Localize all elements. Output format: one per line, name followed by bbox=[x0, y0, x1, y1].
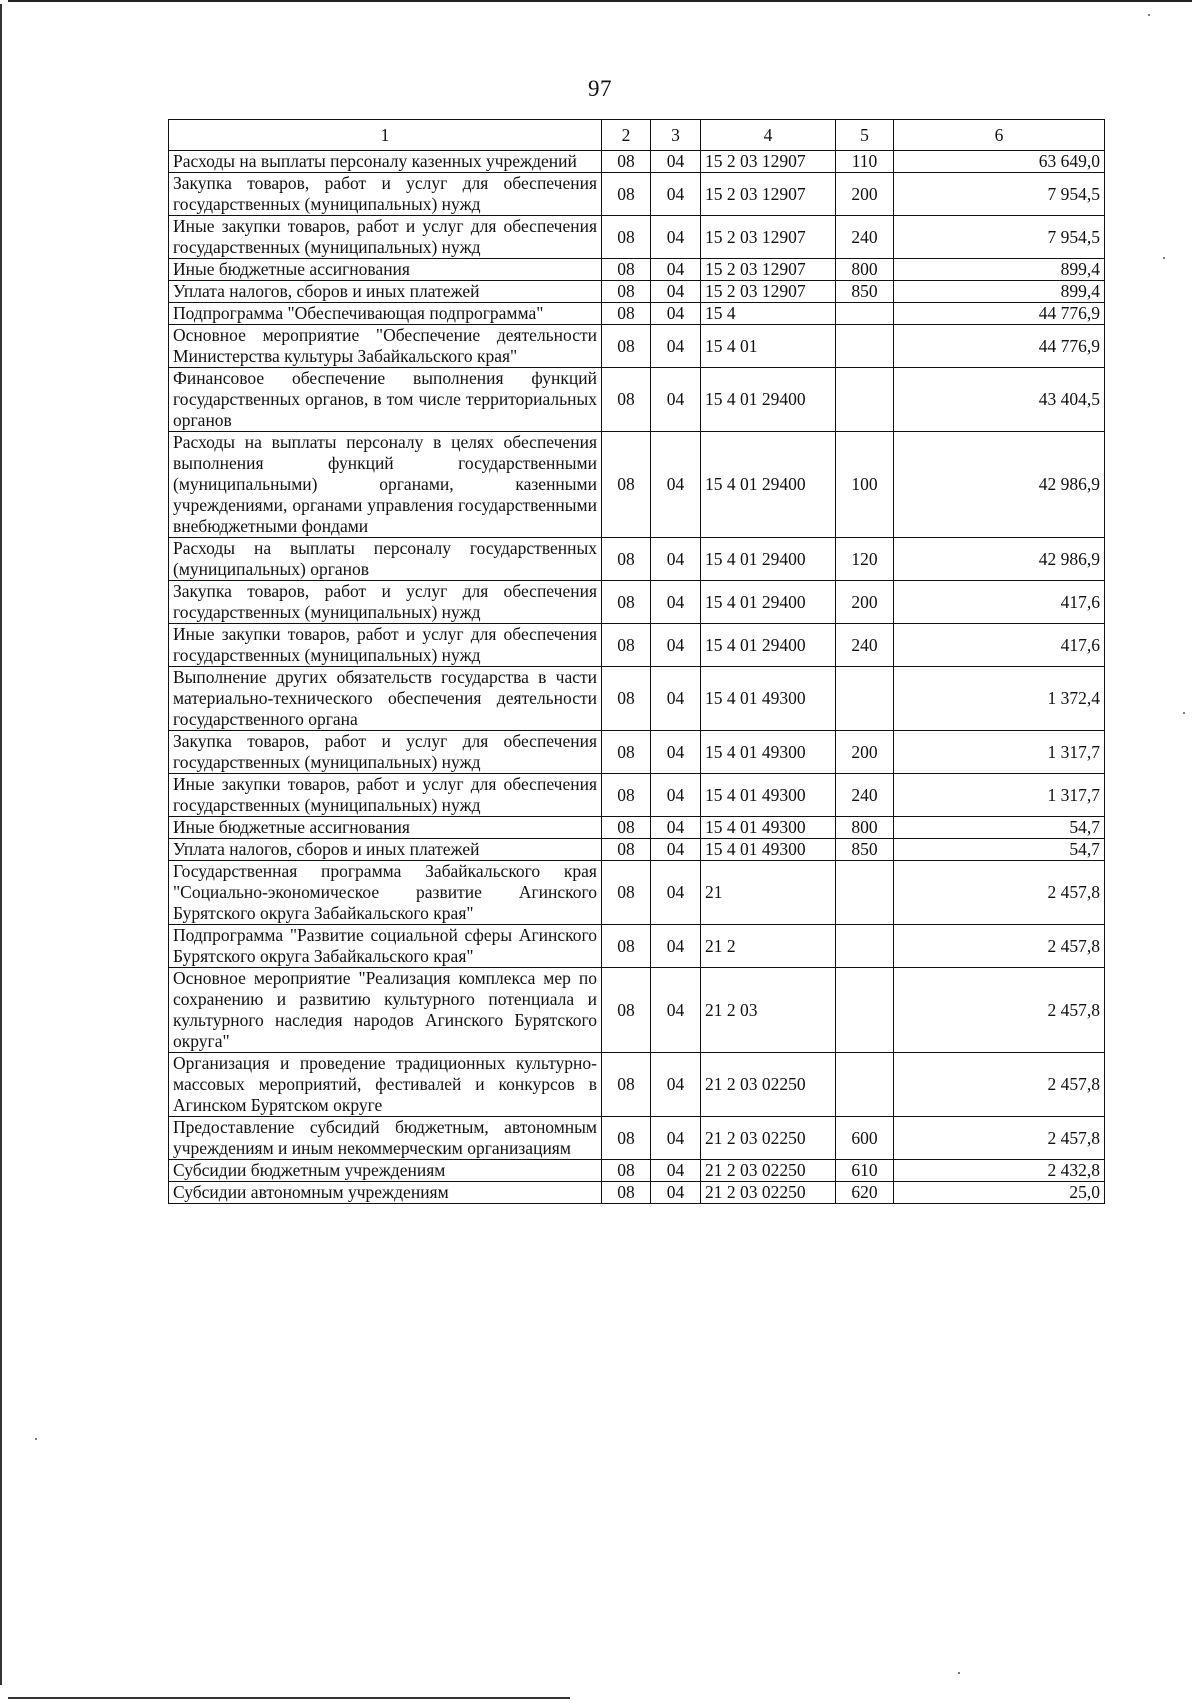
table-header-row bbox=[169, 120, 1105, 151]
row-target-article: 15 4 01 49300 bbox=[701, 774, 836, 817]
row-name: Выполнение других обязательств государства в части материально-технического обеспечения деятельности государственного органа bbox=[169, 667, 602, 731]
row-expense-type bbox=[836, 667, 894, 731]
scan-speck bbox=[1163, 257, 1165, 259]
table-row bbox=[169, 1160, 1105, 1182]
row-target-article: 21 2 03 bbox=[701, 968, 836, 1053]
row-subsection: 04 bbox=[651, 538, 701, 581]
row-expense-type: 120 bbox=[836, 538, 894, 581]
row-target-article: 15 4 01 49300 bbox=[701, 731, 836, 774]
row-amount: 1 372,4 bbox=[894, 667, 1105, 731]
scan-border-bottom bbox=[8, 1697, 570, 1699]
table-row bbox=[169, 368, 1105, 432]
row-subsection: 04 bbox=[651, 259, 701, 281]
table-row bbox=[169, 538, 1105, 581]
row-expense-type bbox=[836, 968, 894, 1053]
row-subsection: 04 bbox=[651, 281, 701, 303]
row-subsection: 04 bbox=[651, 839, 701, 861]
row-name: Предоставление субсидий бюджетным, автономным учреждениям и иным некоммерческим организациям bbox=[169, 1117, 602, 1160]
col-header-3: 3 bbox=[651, 120, 701, 151]
row-amount: 1 317,7 bbox=[894, 731, 1105, 774]
row-expense-type: 600 bbox=[836, 1117, 894, 1160]
row-section: 08 bbox=[602, 281, 651, 303]
row-section: 08 bbox=[602, 216, 651, 259]
row-name: Уплата налогов, сборов и иных платежей bbox=[169, 281, 602, 303]
row-expense-type: 240 bbox=[836, 774, 894, 817]
row-section: 08 bbox=[602, 325, 651, 368]
row-section: 08 bbox=[602, 817, 651, 839]
row-name: Расходы на выплаты персоналу государственных (муниципальных) органов bbox=[169, 538, 602, 581]
scan-speck bbox=[1148, 14, 1150, 16]
row-amount: 2 457,8 bbox=[894, 968, 1105, 1053]
row-name: Иные бюджетные ассигнования bbox=[169, 259, 602, 281]
row-name: Закупка товаров, работ и услуг для обеспечения государственных (муниципальных) нужд bbox=[169, 731, 602, 774]
table-row bbox=[169, 624, 1105, 667]
row-subsection: 04 bbox=[651, 861, 701, 925]
table-row bbox=[169, 216, 1105, 259]
row-name: Подпрограмма "Обеспечивающая подпрограмма" bbox=[169, 303, 602, 325]
row-section: 08 bbox=[602, 259, 651, 281]
table-row bbox=[169, 1117, 1105, 1160]
row-target-article: 15 4 01 49300 bbox=[701, 667, 836, 731]
row-section: 08 bbox=[602, 774, 651, 817]
row-subsection: 04 bbox=[651, 368, 701, 432]
row-subsection: 04 bbox=[651, 432, 701, 538]
table-row bbox=[169, 173, 1105, 216]
row-name: Подпрограмма "Развитие социальной сферы Агинского Бурятского округа Забайкальского края" bbox=[169, 925, 602, 968]
table-row bbox=[169, 259, 1105, 281]
row-subsection: 04 bbox=[651, 667, 701, 731]
row-section: 08 bbox=[602, 1053, 651, 1117]
row-expense-type: 850 bbox=[836, 839, 894, 861]
row-name: Иные закупки товаров, работ и услуг для обеспечения государственных (муниципальных) нужд bbox=[169, 624, 602, 667]
row-expense-type: 240 bbox=[836, 624, 894, 667]
row-name: Расходы на выплаты персоналу казенных учреждений bbox=[169, 151, 602, 173]
row-target-article: 15 2 03 12907 bbox=[701, 281, 836, 303]
row-target-article: 15 2 03 12907 bbox=[701, 216, 836, 259]
row-section: 08 bbox=[602, 839, 651, 861]
row-subsection: 04 bbox=[651, 303, 701, 325]
row-target-article: 15 4 01 29400 bbox=[701, 624, 836, 667]
table-row bbox=[169, 731, 1105, 774]
row-amount: 44 776,9 bbox=[894, 303, 1105, 325]
row-section: 08 bbox=[602, 303, 651, 325]
row-section: 08 bbox=[602, 538, 651, 581]
row-target-article: 15 4 bbox=[701, 303, 836, 325]
row-expense-type: 800 bbox=[836, 259, 894, 281]
row-name: Субсидии бюджетным учреждениям bbox=[169, 1160, 602, 1182]
row-amount: 42 986,9 bbox=[894, 432, 1105, 538]
row-amount: 54,7 bbox=[894, 817, 1105, 839]
row-expense-type: 200 bbox=[836, 173, 894, 216]
row-amount: 2 457,8 bbox=[894, 861, 1105, 925]
row-section: 08 bbox=[602, 667, 651, 731]
row-amount: 2 457,8 bbox=[894, 1053, 1105, 1117]
table-row bbox=[169, 1182, 1105, 1204]
row-name: Закупка товаров, работ и услуг для обеспечения государственных (муниципальных) нужд bbox=[169, 581, 602, 624]
budget-table bbox=[168, 119, 1105, 1204]
row-subsection: 04 bbox=[651, 1182, 701, 1204]
row-subsection: 04 bbox=[651, 624, 701, 667]
col-header-1: 1 bbox=[169, 120, 602, 151]
row-section: 08 bbox=[602, 624, 651, 667]
row-amount: 7 954,5 bbox=[894, 216, 1105, 259]
table-row bbox=[169, 1053, 1105, 1117]
row-section: 08 bbox=[602, 581, 651, 624]
scan-border-left bbox=[0, 4, 2, 1685]
row-target-article: 15 4 01 bbox=[701, 325, 836, 368]
row-expense-type: 200 bbox=[836, 731, 894, 774]
row-section: 08 bbox=[602, 731, 651, 774]
scan-speck bbox=[1183, 712, 1185, 714]
row-expense-type bbox=[836, 925, 894, 968]
row-amount: 1 317,7 bbox=[894, 774, 1105, 817]
table-row bbox=[169, 432, 1105, 538]
col-header-5: 5 bbox=[836, 120, 894, 151]
row-expense-type: 620 bbox=[836, 1182, 894, 1204]
table-row bbox=[169, 151, 1105, 173]
row-expense-type bbox=[836, 1053, 894, 1117]
row-section: 08 bbox=[602, 1117, 651, 1160]
row-name: Расходы на выплаты персоналу в целях обеспечения выполнения функций государственными (муниципальными) органами, казенными учреждениями, органами управления государственными внебюджетными фондами bbox=[169, 432, 602, 538]
row-section: 08 bbox=[602, 151, 651, 173]
row-name: Основное мероприятие "Обеспечение деятельности Министерства культуры Забайкальского края" bbox=[169, 325, 602, 368]
row-section: 08 bbox=[602, 861, 651, 925]
row-target-article: 15 4 01 29400 bbox=[701, 432, 836, 538]
row-subsection: 04 bbox=[651, 731, 701, 774]
row-name: Государственная программа Забайкальского края "Социально-экономическое развитие Агинского Бурятского округа Забайкальского края" bbox=[169, 861, 602, 925]
table-row bbox=[169, 839, 1105, 861]
row-section: 08 bbox=[602, 1160, 651, 1182]
row-expense-type: 800 bbox=[836, 817, 894, 839]
row-target-article: 15 4 01 29400 bbox=[701, 368, 836, 432]
row-amount: 7 954,5 bbox=[894, 173, 1105, 216]
row-target-article: 15 2 03 12907 bbox=[701, 151, 836, 173]
row-expense-type: 200 bbox=[836, 581, 894, 624]
col-header-4: 4 bbox=[701, 120, 836, 151]
table-row bbox=[169, 303, 1105, 325]
row-amount: 2 457,8 bbox=[894, 925, 1105, 968]
scan-speck bbox=[35, 1438, 37, 1440]
row-target-article: 15 4 01 29400 bbox=[701, 581, 836, 624]
row-name: Иные закупки товаров, работ и услуг для обеспечения государственных (муниципальных) нужд bbox=[169, 216, 602, 259]
row-amount: 899,4 bbox=[894, 259, 1105, 281]
row-subsection: 04 bbox=[651, 581, 701, 624]
row-amount: 54,7 bbox=[894, 839, 1105, 861]
row-expense-type: 850 bbox=[836, 281, 894, 303]
row-name: Иные закупки товаров, работ и услуг для обеспечения государственных (муниципальных) нужд bbox=[169, 774, 602, 817]
row-section: 08 bbox=[602, 925, 651, 968]
row-name: Финансовое обеспечение выполнения функций государственных органов, в том числе территориальных органов bbox=[169, 368, 602, 432]
row-target-article: 21 bbox=[701, 861, 836, 925]
row-target-article: 21 2 bbox=[701, 925, 836, 968]
row-amount: 43 404,5 bbox=[894, 368, 1105, 432]
row-target-article: 15 2 03 12907 bbox=[701, 259, 836, 281]
scan-speck bbox=[958, 1672, 960, 1674]
row-subsection: 04 bbox=[651, 925, 701, 968]
row-section: 08 bbox=[602, 1182, 651, 1204]
row-expense-type: 610 bbox=[836, 1160, 894, 1182]
row-subsection: 04 bbox=[651, 1117, 701, 1160]
col-header-2: 2 bbox=[602, 120, 651, 151]
row-name: Основное мероприятие "Реализация комплекса мер по сохранению и развитию культурного потенциала и культурного наследия народов Агинского Бурятского округа" bbox=[169, 968, 602, 1053]
row-amount: 42 986,9 bbox=[894, 538, 1105, 581]
row-subsection: 04 bbox=[651, 1053, 701, 1117]
row-expense-type: 110 bbox=[836, 151, 894, 173]
row-name: Субсидии автономным учреждениям bbox=[169, 1182, 602, 1204]
row-target-article: 21 2 03 02250 bbox=[701, 1182, 836, 1204]
row-target-article: 15 4 01 49300 bbox=[701, 839, 836, 861]
row-amount: 2 457,8 bbox=[894, 1117, 1105, 1160]
row-expense-type bbox=[836, 325, 894, 368]
table-row bbox=[169, 774, 1105, 817]
row-name: Организация и проведение традиционных культурно-массовых мероприятий, фестивалей и конкурсов в Агинском Бурятском округе bbox=[169, 1053, 602, 1117]
row-amount: 899,4 bbox=[894, 281, 1105, 303]
row-amount: 63 649,0 bbox=[894, 151, 1105, 173]
row-subsection: 04 bbox=[651, 1160, 701, 1182]
row-subsection: 04 bbox=[651, 817, 701, 839]
row-subsection: 04 bbox=[651, 173, 701, 216]
row-name: Иные бюджетные ассигнования bbox=[169, 817, 602, 839]
row-amount: 2 432,8 bbox=[894, 1160, 1105, 1182]
page-number: 97 bbox=[588, 76, 612, 101]
table-row bbox=[169, 925, 1105, 968]
scan-border-top bbox=[8, 0, 1192, 2]
table-row bbox=[169, 817, 1105, 839]
row-amount: 417,6 bbox=[894, 581, 1105, 624]
row-expense-type: 240 bbox=[836, 216, 894, 259]
row-amount: 25,0 bbox=[894, 1182, 1105, 1204]
row-subsection: 04 bbox=[651, 151, 701, 173]
row-expense-type bbox=[836, 303, 894, 325]
row-target-article: 15 2 03 12907 bbox=[701, 173, 836, 216]
row-amount: 44 776,9 bbox=[894, 325, 1105, 368]
table-row bbox=[169, 281, 1105, 303]
row-name: Уплата налогов, сборов и иных платежей bbox=[169, 839, 602, 861]
row-section: 08 bbox=[602, 368, 651, 432]
row-target-article: 21 2 03 02250 bbox=[701, 1160, 836, 1182]
row-expense-type bbox=[836, 861, 894, 925]
row-subsection: 04 bbox=[651, 325, 701, 368]
col-header-6: 6 bbox=[894, 120, 1105, 151]
row-target-article: 15 4 01 49300 bbox=[701, 817, 836, 839]
row-target-article: 15 4 01 29400 bbox=[701, 538, 836, 581]
row-expense-type: 100 bbox=[836, 432, 894, 538]
row-section: 08 bbox=[602, 968, 651, 1053]
row-expense-type bbox=[836, 368, 894, 432]
row-section: 08 bbox=[602, 432, 651, 538]
table-row bbox=[169, 325, 1105, 368]
row-name: Закупка товаров, работ и услуг для обеспечения государственных (муниципальных) нужд bbox=[169, 173, 602, 216]
table-row bbox=[169, 667, 1105, 731]
table-row bbox=[169, 861, 1105, 925]
row-subsection: 04 bbox=[651, 774, 701, 817]
row-subsection: 04 bbox=[651, 216, 701, 259]
table-row bbox=[169, 968, 1105, 1053]
row-target-article: 21 2 03 02250 bbox=[701, 1053, 836, 1117]
row-amount: 417,6 bbox=[894, 624, 1105, 667]
row-target-article: 21 2 03 02250 bbox=[701, 1117, 836, 1160]
row-subsection: 04 bbox=[651, 968, 701, 1053]
row-section: 08 bbox=[602, 173, 651, 216]
table-row bbox=[169, 581, 1105, 624]
